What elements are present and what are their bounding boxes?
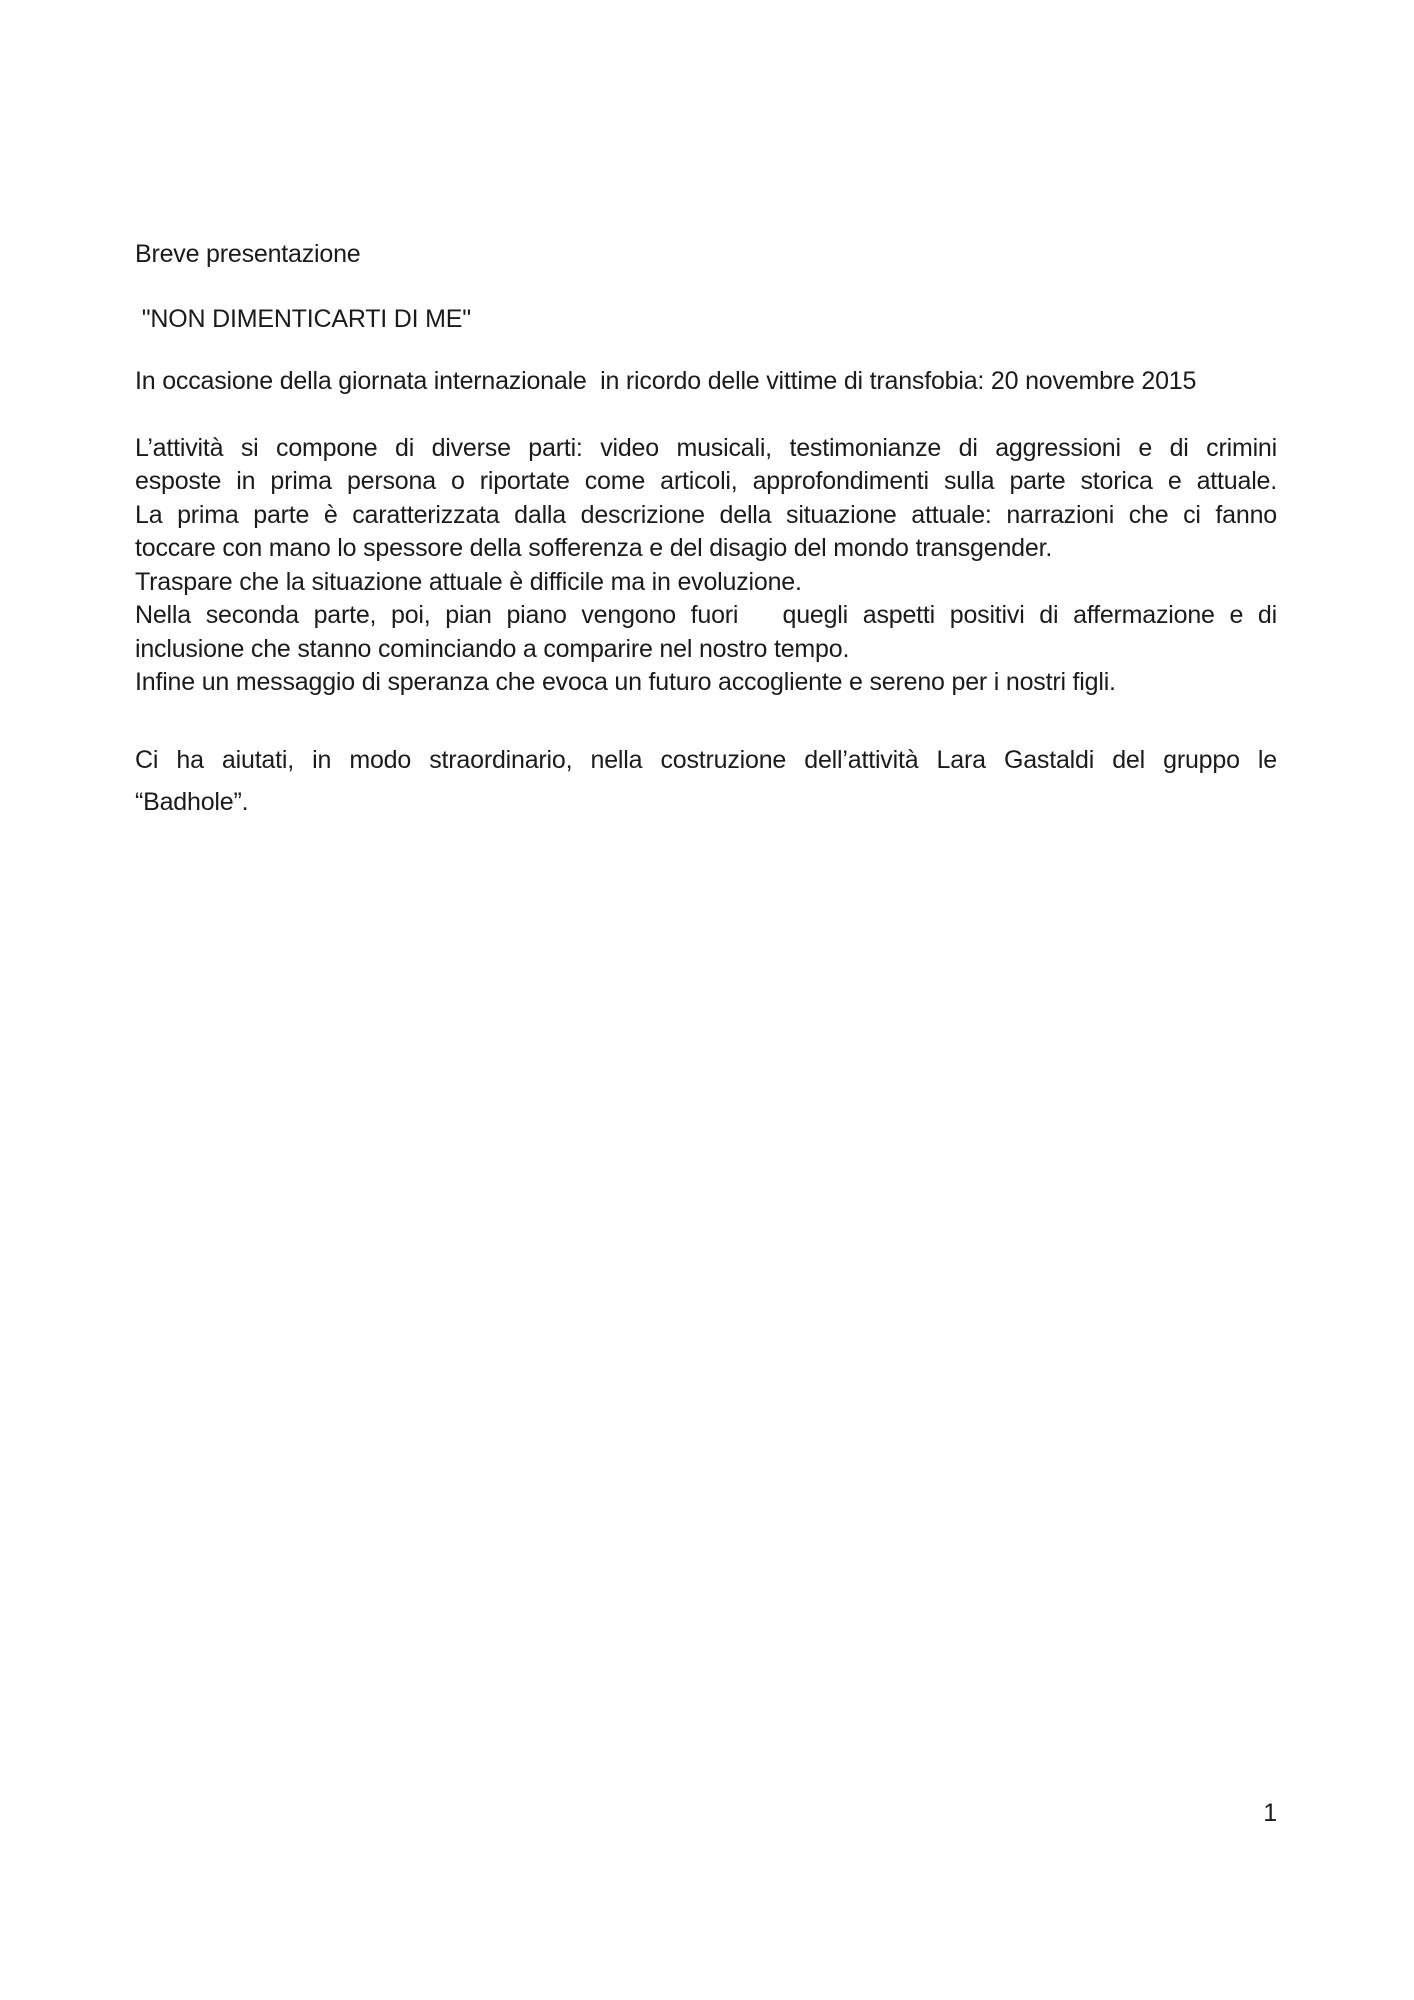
paragraph-line: Ci ha aiutati, in modo straordinario, nella costruzione dell’attività Lara Gastaldi del gruppo le [135,745,1277,774]
document-content [135,238,1277,823]
paragraph-line: Infine un messaggio di speranza che evoca un futuro accogliente e sereno per i nostri figli. [135,668,1116,696]
paragraph-line: toccare con mano lo spessore della sofferenza e del disagio del mondo transgender. [135,534,1053,562]
paragraph-activity-description [135,432,1277,700]
page-number: 1 [1263,1799,1277,1827]
paragraph-credits [135,739,1277,823]
paragraph-line: inclusione che stanno cominciando a comparire nel nostro tempo. [135,634,850,663]
document-subtitle: "NON DIMENTICARTI DI ME" [135,304,471,333]
paragraph-line: Nella seconda parte, poi, pian piano vengono fuori quegli aspetti positivi di affermazione e di [135,601,1277,629]
paragraph-line: esposte in prima persona o riportate come articoli, approfondimenti sulla parte storica e attuale. [135,467,1277,495]
paragraph-line: La prima parte è caratterizzata dalla descrizione della situazione attuale: narrazioni che ci fanno [135,500,1277,529]
paragraph-line: L’attività si compone di diverse parti: video musicali, testimonianze di aggressioni e di crimini [135,433,1277,462]
paragraph-line: Traspare che la situazione attuale è difficile ma in evoluzione. [135,567,802,596]
document-title: Breve presentazione [135,240,361,268]
paragraph-line: “Badhole”. [135,787,249,816]
occasion-line: In occasione della giornata internazionale in ricordo delle vittime di transfobia: 20 novembre 2015 [135,367,1197,395]
